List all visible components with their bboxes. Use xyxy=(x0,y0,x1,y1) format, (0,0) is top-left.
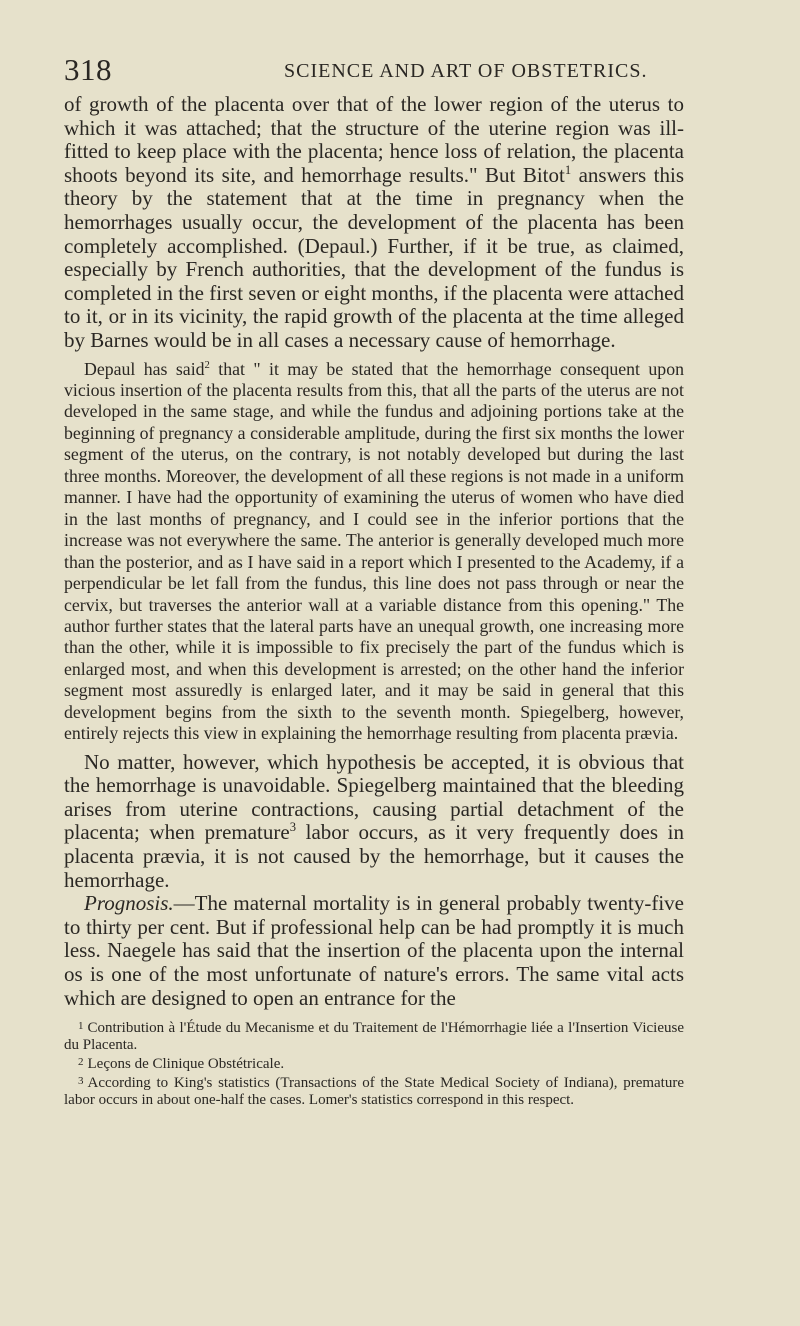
footnotes xyxy=(64,1018,684,1109)
footnote-3: $^3$ According to King's statistics (Transactions of the State Medical Society of Indiana), premature labor occurs in about one-half the cases. Lomer's statistics correspond in this respect. xyxy=(64,1075,684,1109)
body-text xyxy=(64,93,684,1109)
running-title: SCIENCE AND ART OF OBSTETRICS. xyxy=(284,60,648,82)
footnote-1: $^1$ Contribution à l'Étude du Mecanisme et du Traitement de l'Hémorrhagie liée a l'Insertion Vicieuse du Placenta. xyxy=(64,1020,684,1054)
page-number: 318 xyxy=(64,52,112,87)
footnote-ref-1: 1 xyxy=(564,162,572,177)
footnote-ref-3: 3 xyxy=(289,820,296,835)
prognosis-heading: Prognosis. xyxy=(84,891,174,916)
footnote-2: $^2$ Leçons de Clinique Obstétricale. xyxy=(78,1056,285,1073)
footnote-ref-2: 2 xyxy=(204,358,210,371)
page-header xyxy=(64,50,684,90)
paragraph-2-quotation: Depaul has said$^2$ that " it may be stated that the hemorrhage consequent upon vicious insertion of the placenta results from this, that all the parts of the uterus are not developed in the same stage, and while the fundus and adjoining portions take at the beginning of pregnancy a considerable amplitude, during the first six months the lower segment of the uterus, on the contrary, is not notably developed but during the last three months. Moreover, the development of all these regions is not made in a uniform manner. I have had the opportunity of examining the uterus of women who have died in the last months of pregnancy, and I could see in the inferior portions that the increase was not everywhere the same. The anterior is generally developed much more than the posterior, and as I have said in a report which I presented to the Academy, if a perpendicular be let fall from the fundus, this line does not pass through or near the cervix, but traverses the anterior wall at a variable distance from this opening." The author further states that the lateral parts have an unequal growth, one increasing more than the other, while it is impossible to fix precisely the part of the fundus which is enlarged most, and when this development is arrested; on the other hand the inferior segment most assuredly is enlarged later, and it may be said in general that this development begins from the sixth to the seventh month. Spiegelberg, however, entirely rejects this view in explaining the hemorrhage resulting from placenta prævia. xyxy=(64,358,684,744)
paragraph-3: No matter, however, which hypothesis be accepted, it is obvious that the hemorrhage is unavoidable. Spiegelberg maintained that the bleeding arises from uterine contractions, causing partial detachment of the placenta; when premature$^3$ labor occurs, as it very frequently does in placenta prævia, it is not caused by the hemorrhage, but it causes the hemorrhage. xyxy=(64,749,685,892)
paragraph-4-prognosis: Prognosis.—The maternal mortality is in general probably twenty-five to thirty per cent. But if professional help can be had promptly it is much less. Naegele has said that the insertion of the placenta upon the internal os is one of the most unfortunate of nature's errors. The same vital acts which are designed to open an entrance for the xyxy=(64,891,684,1010)
paragraph-1: of growth of the placenta over that of the lower region of the uterus to which it was attached; that the structure of the uterine region was ill-fitted to keep place with the placenta; hence loss of relation, the placenta shoots beyond its site, and hemorrhage results." But Bitot$^1$ answers this theory by the statement that at the time in pregnancy when the hemorrhages usually occur, the development of the placenta has been completely accomplished. (Depaul.) Further, if it be true, as claimed, especially by French authorities, that the development of the fundus is completed in the first seven or eight months, if the placenta were attached to it, or in its vicinity, the rapid growth of the placenta at the time alleged by Barnes would be in all cases a necessary cause of hemorrhage. xyxy=(64,92,684,352)
